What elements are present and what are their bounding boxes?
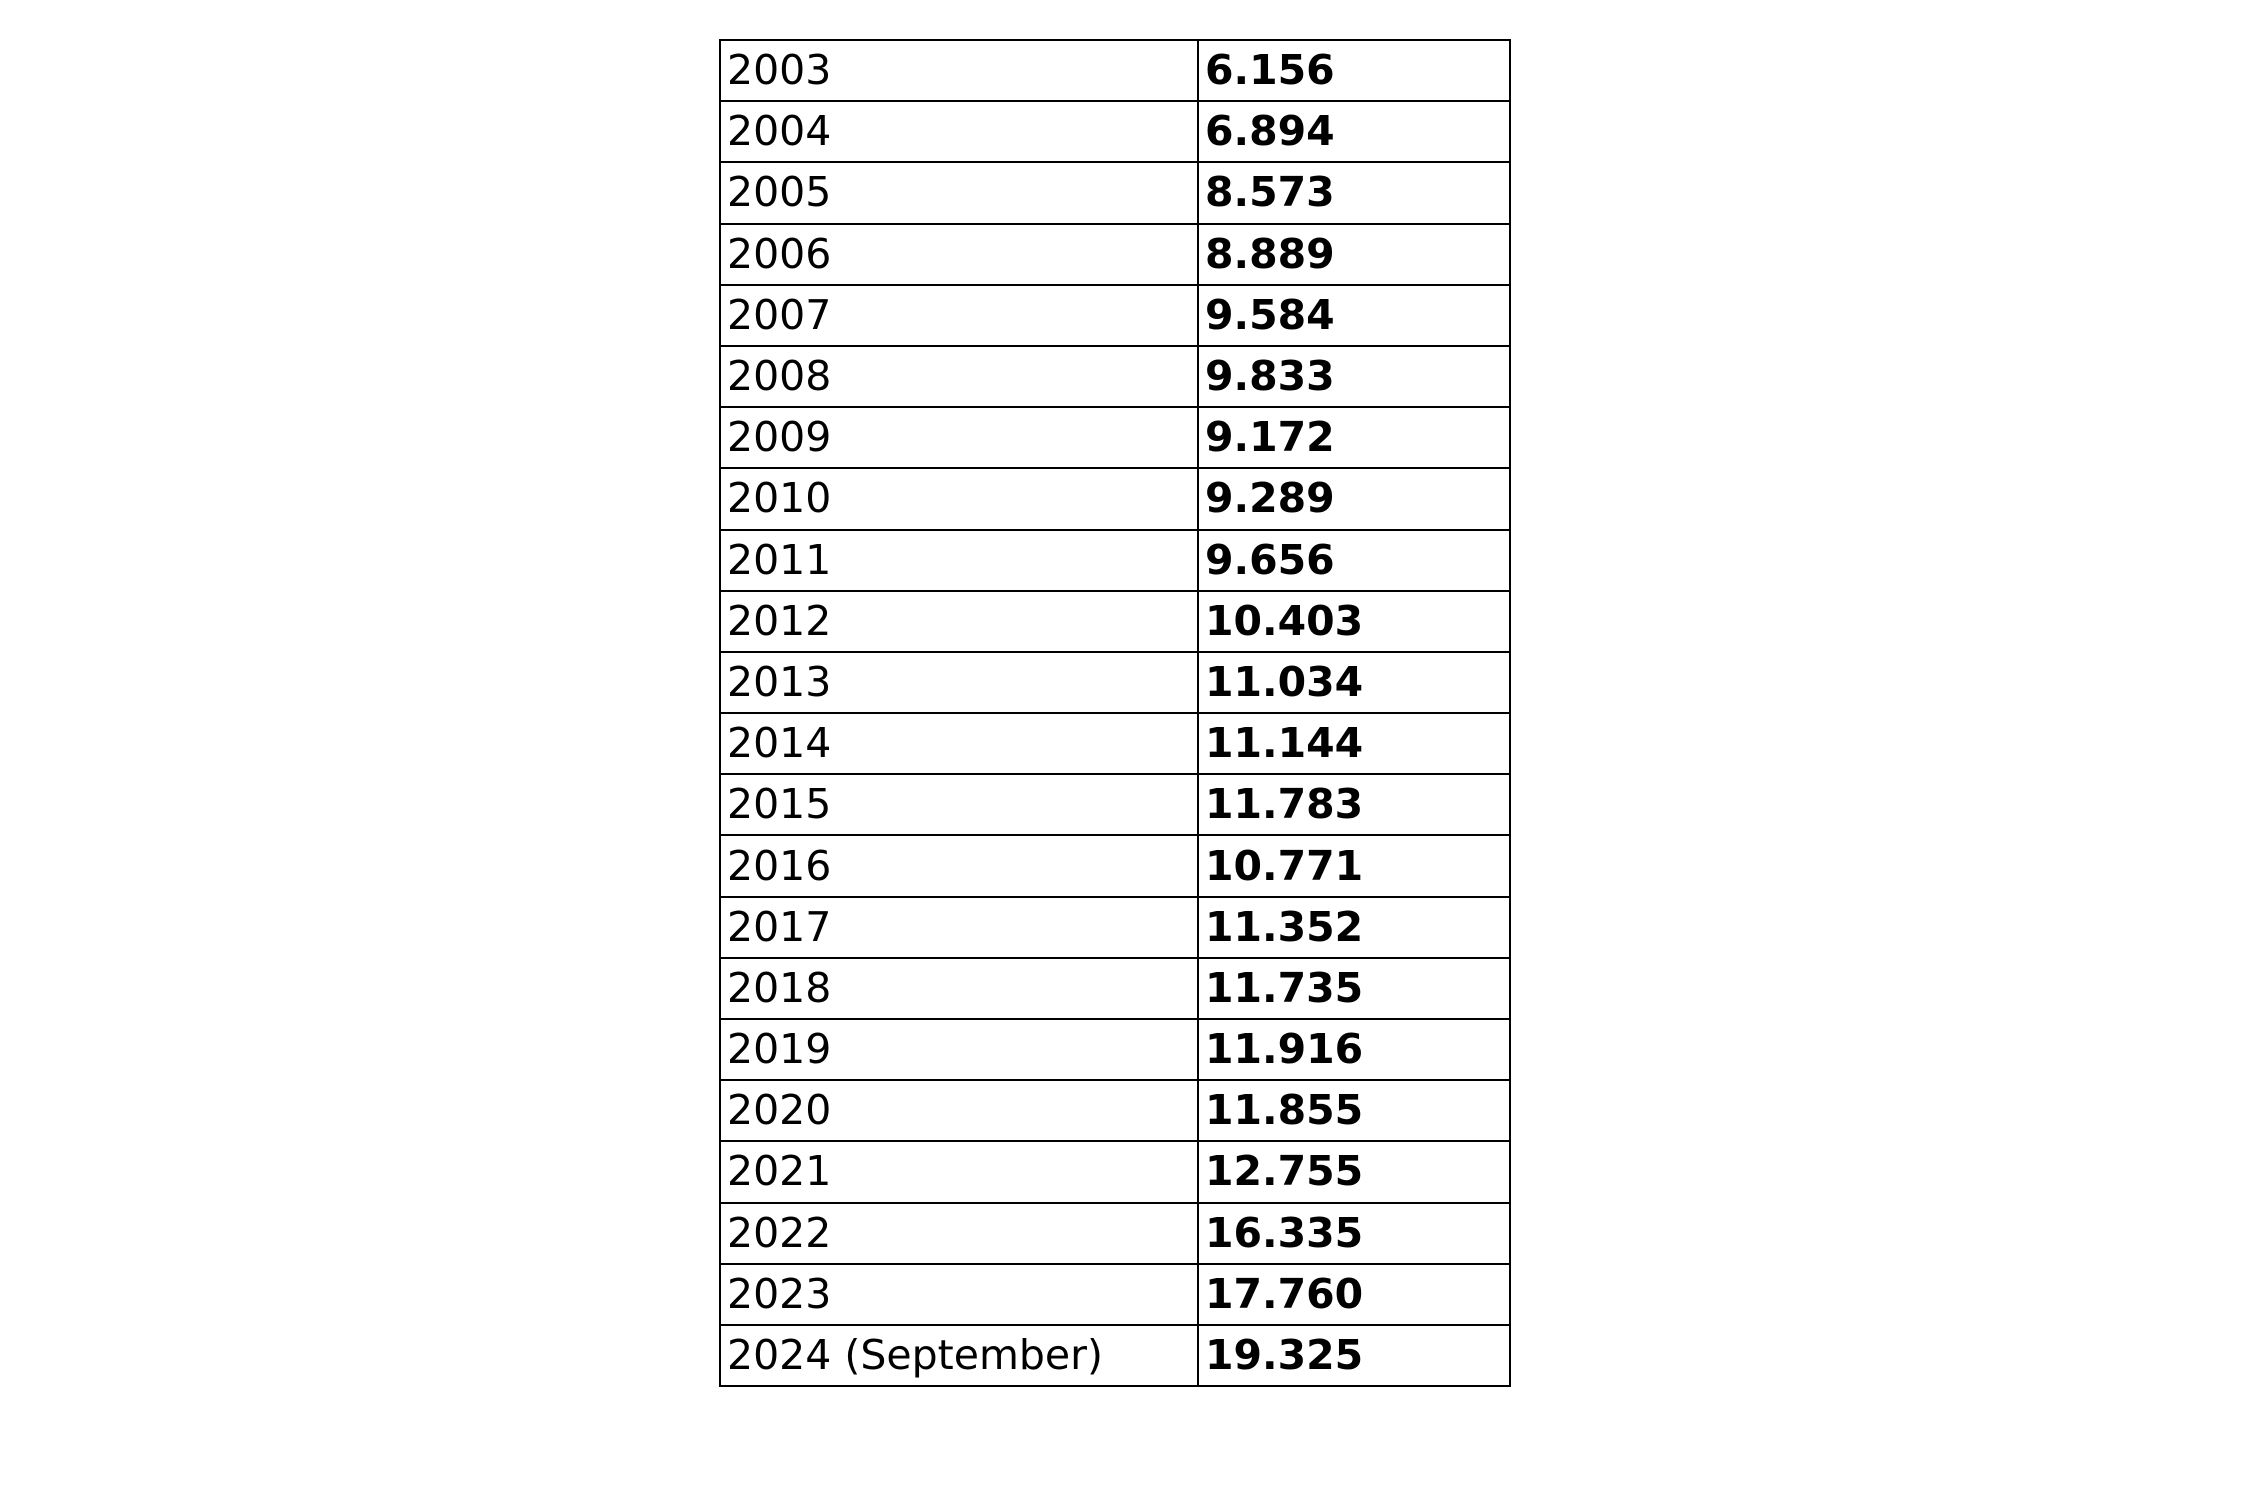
value-cell: 9.656	[1198, 530, 1510, 591]
table-row	[720, 652, 1510, 713]
table-row	[720, 774, 1510, 835]
year-cell: 2009	[720, 407, 1198, 468]
table-row	[720, 530, 1510, 591]
value-cell: 19.325	[1198, 1325, 1510, 1386]
value-cell: 10.771	[1198, 835, 1510, 896]
table-row	[720, 897, 1510, 958]
table-row	[720, 224, 1510, 285]
year-cell: 2013	[720, 652, 1198, 713]
table-row	[720, 40, 1510, 101]
value-cell: 9.172	[1198, 407, 1510, 468]
year-cell: 2011	[720, 530, 1198, 591]
value-cell: 16.335	[1198, 1203, 1510, 1264]
year-cell: 2008	[720, 346, 1198, 407]
value-cell: 12.755	[1198, 1141, 1510, 1202]
value-cell: 11.783	[1198, 774, 1510, 835]
value-cell: 9.584	[1198, 285, 1510, 346]
value-cell: 11.034	[1198, 652, 1510, 713]
year-cell: 2007	[720, 285, 1198, 346]
value-cell: 11.144	[1198, 713, 1510, 774]
table-row	[720, 162, 1510, 223]
value-cell: 6.894	[1198, 101, 1510, 162]
value-cell: 8.889	[1198, 224, 1510, 285]
table-row	[720, 958, 1510, 1019]
value-cell: 17.760	[1198, 1264, 1510, 1325]
table-body	[720, 40, 1510, 1386]
table-row	[720, 1141, 1510, 1202]
year-cell: 2018	[720, 958, 1198, 1019]
year-cell: 2019	[720, 1019, 1198, 1080]
value-cell: 6.156	[1198, 40, 1510, 101]
year-cell: 2022	[720, 1203, 1198, 1264]
table-row	[720, 346, 1510, 407]
value-cell: 11.352	[1198, 897, 1510, 958]
table-row	[720, 468, 1510, 529]
table-row	[720, 835, 1510, 896]
year-cell: 2004	[720, 101, 1198, 162]
table-row	[720, 1203, 1510, 1264]
table-row	[720, 713, 1510, 774]
table-row	[720, 285, 1510, 346]
value-cell: 9.289	[1198, 468, 1510, 529]
table-row	[720, 591, 1510, 652]
value-cell: 10.403	[1198, 591, 1510, 652]
year-cell: 2012	[720, 591, 1198, 652]
year-cell: 2014	[720, 713, 1198, 774]
year-cell: 2010	[720, 468, 1198, 529]
year-cell: 2005	[720, 162, 1198, 223]
year-cell: 2016	[720, 835, 1198, 896]
value-cell: 8.573	[1198, 162, 1510, 223]
year-cell: 2024 (September)	[720, 1325, 1198, 1386]
year-cell: 2021	[720, 1141, 1198, 1202]
table-row	[720, 1325, 1510, 1386]
year-cell: 2006	[720, 224, 1198, 285]
value-cell: 9.833	[1198, 346, 1510, 407]
year-cell: 2017	[720, 897, 1198, 958]
table-row	[720, 407, 1510, 468]
year-cell: 2015	[720, 774, 1198, 835]
year-cell: 2020	[720, 1080, 1198, 1141]
table-row	[720, 101, 1510, 162]
table-row	[720, 1080, 1510, 1141]
year-cell: 2023	[720, 1264, 1198, 1325]
data-table	[719, 39, 1511, 1387]
value-cell: 11.916	[1198, 1019, 1510, 1080]
value-cell: 11.735	[1198, 958, 1510, 1019]
table-row	[720, 1264, 1510, 1325]
value-cell: 11.855	[1198, 1080, 1510, 1141]
year-cell: 2003	[720, 40, 1198, 101]
table-row	[720, 1019, 1510, 1080]
